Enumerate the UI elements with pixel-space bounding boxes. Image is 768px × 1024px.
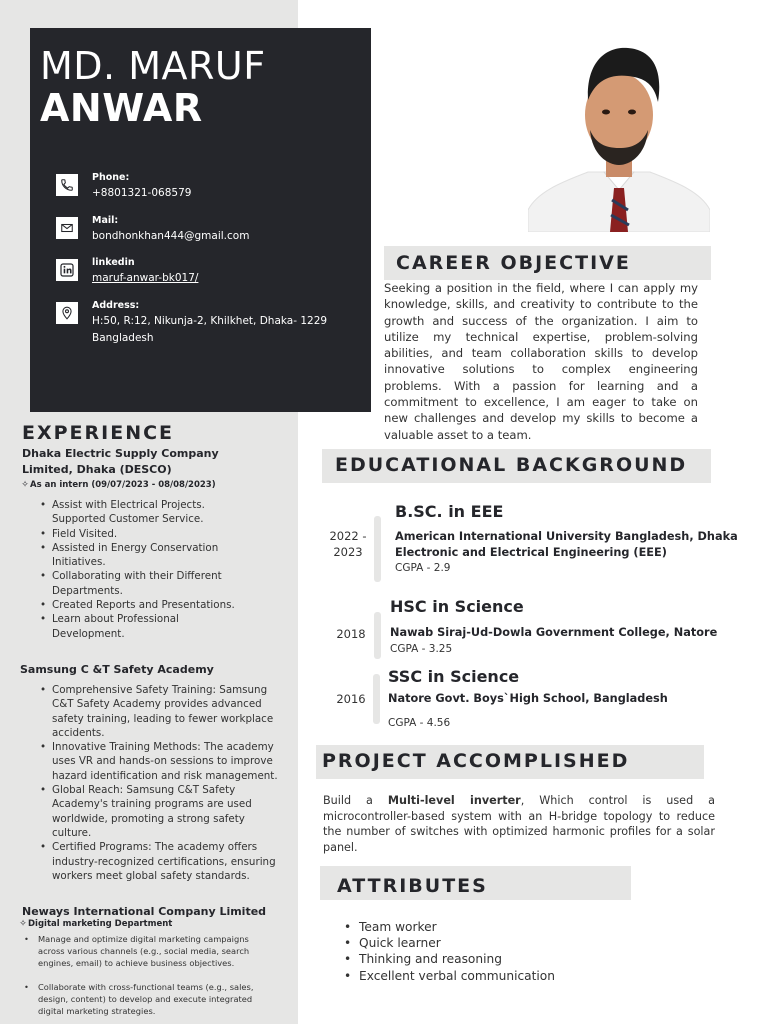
- edu-year: 2016: [336, 692, 366, 706]
- role-desco: ✧As an intern (09/07/2023 - 08/08/2023): [21, 480, 216, 490]
- neways-bullets: [20, 933, 268, 1017]
- last-name: ANWAR: [40, 86, 203, 130]
- edu-department: Electronic and Electrical Engineering (EEE): [395, 546, 667, 559]
- list-item: • Global Reach: Samsung C&T Safety Academy's training programs are used worldwide, promoting a strong safety culture.: [36, 783, 284, 840]
- edu-degree: HSC in Science: [390, 597, 524, 616]
- edu-degree: B.SC. in EEE: [395, 502, 504, 521]
- objective-title: CAREER OBJECTIVE: [396, 252, 631, 274]
- company-neways: Neways International Company Limited: [22, 905, 267, 918]
- sparkle-icon: ✧: [19, 919, 27, 929]
- list-item: • Field Visited.: [36, 527, 236, 541]
- edu-year: 2018: [336, 627, 366, 641]
- attributes-title: ATTRIBUTES: [337, 875, 488, 897]
- mail-value[interactable]: bondhonkhan444@gmail.com: [92, 230, 250, 242]
- contact-label: linkedin: [92, 257, 135, 268]
- edu-gpa: CGPA - 2.9: [395, 562, 451, 574]
- samsung-bullets: [36, 683, 284, 883]
- edu-institution: Nawab Siraj-Ud-Dowla Government College, Natore: [390, 626, 718, 639]
- location-icon: [56, 302, 78, 324]
- company-samsung: Samsung C &T Safety Academy: [20, 663, 214, 676]
- edu-degree: SSC in Science: [388, 667, 520, 686]
- list-item: • Innovative Training Methods: The academy uses VR and hands-on sessions to improve hazard identification and risk management.: [36, 740, 284, 783]
- list-item: • Team worker: [343, 919, 555, 935]
- linkedin-link[interactable]: maruf-anwar-bk017/: [92, 272, 199, 284]
- linkedin-icon: [56, 259, 78, 281]
- mail-icon: [56, 217, 78, 239]
- list-item: • Thinking and reasoning: [343, 951, 555, 967]
- edu-institution: American International University Bangladesh, Dhaka: [395, 530, 738, 543]
- timeline-bar: [373, 674, 380, 724]
- list-item: • Quick learner: [343, 935, 555, 951]
- timeline-bar: [374, 516, 381, 582]
- contact-label: Mail:: [92, 215, 119, 226]
- sparkle-icon: ✧: [21, 480, 29, 490]
- edu-institution: Natore Govt. Boys`High School, Bangladesh: [388, 692, 668, 705]
- list-item: • Collaborating with their Different Departments.: [36, 569, 236, 598]
- edu-year: 2022 - 2023: [329, 529, 367, 559]
- first-name: MD. MARUF: [40, 44, 266, 88]
- timeline-bar: [374, 612, 381, 659]
- list-item: • Assist with Electrical Projects. Supported Customer Service.: [36, 498, 236, 527]
- edu-gpa: CGPA - 4.56: [388, 717, 451, 729]
- contact-label: Phone:: [92, 172, 130, 183]
- phone-icon: [56, 174, 78, 196]
- phone-value: +8801321-068579: [92, 187, 192, 199]
- role-neways: ✧Digital marketing Department: [19, 919, 173, 929]
- project-name: Multi-level inverter: [387, 794, 521, 807]
- header-box: [30, 28, 371, 412]
- project-text: Build a Multi-level inverter, Which control is used a microcontroller-based system with an H-bridge topology to reduce the number of switches with optimized harmonic profiles for a solar panel.: [323, 794, 715, 854]
- list-item: • Manage and optimize digital marketing campaigns across various channels (e.g., social media, search engines, email) to achieve business objectives.: [20, 933, 268, 969]
- desco-bullets: [36, 498, 236, 641]
- education-title: EDUCATIONAL BACKGROUND: [335, 454, 688, 476]
- experience-title: EXPERIENCE: [22, 422, 175, 444]
- attributes-list: [343, 919, 555, 984]
- contact-label: Address:: [92, 300, 140, 311]
- profile-photo: [528, 40, 710, 232]
- list-item: • Collaborate with cross-functional teams (e.g., sales, design, content) to develop and execute integrated digital marketing strategies.: [20, 981, 268, 1017]
- edu-gpa: CGPA - 3.25: [390, 643, 453, 655]
- project-title: PROJECT ACCOMPLISHED: [322, 750, 630, 772]
- list-item: • Certified Programs: The academy offers industry-recognized certifications, ensuring workers meet global safety standards.: [36, 840, 284, 883]
- list-item: • Excellent verbal communication: [343, 968, 555, 984]
- address-value: H:50, R:12, Nikunja-2, Khilkhet, Dhaka- 1229 Bangladesh: [92, 315, 328, 344]
- list-item: • Assisted in Energy Conservation Initiatives.: [36, 541, 236, 570]
- list-item: • Comprehensive Safety Training: Samsung C&T Safety Academy provides advanced safety training, leading to fewer workplace accidents.: [36, 683, 284, 740]
- list-item: • Learn about Professional Development.: [36, 612, 236, 641]
- list-item: • Created Reports and Presentations.: [36, 598, 236, 612]
- company-desco: Dhaka Electric Supply Company Limited, Dhaka (DESCO): [22, 447, 219, 476]
- objective-text: Seeking a position in the field, where I can apply my knowledge, skills, and creativity to contribute to the growth and success of the organization. I aim to utilize my technical expertise, problem-solving abilities, and team collaboration skills to develop innovative solutions to complex engineering problems. With a passion for learning and a commitment to excellence, I am eager to take on new challenges and develop my skills to become a valuable asset to a team.: [384, 281, 698, 442]
